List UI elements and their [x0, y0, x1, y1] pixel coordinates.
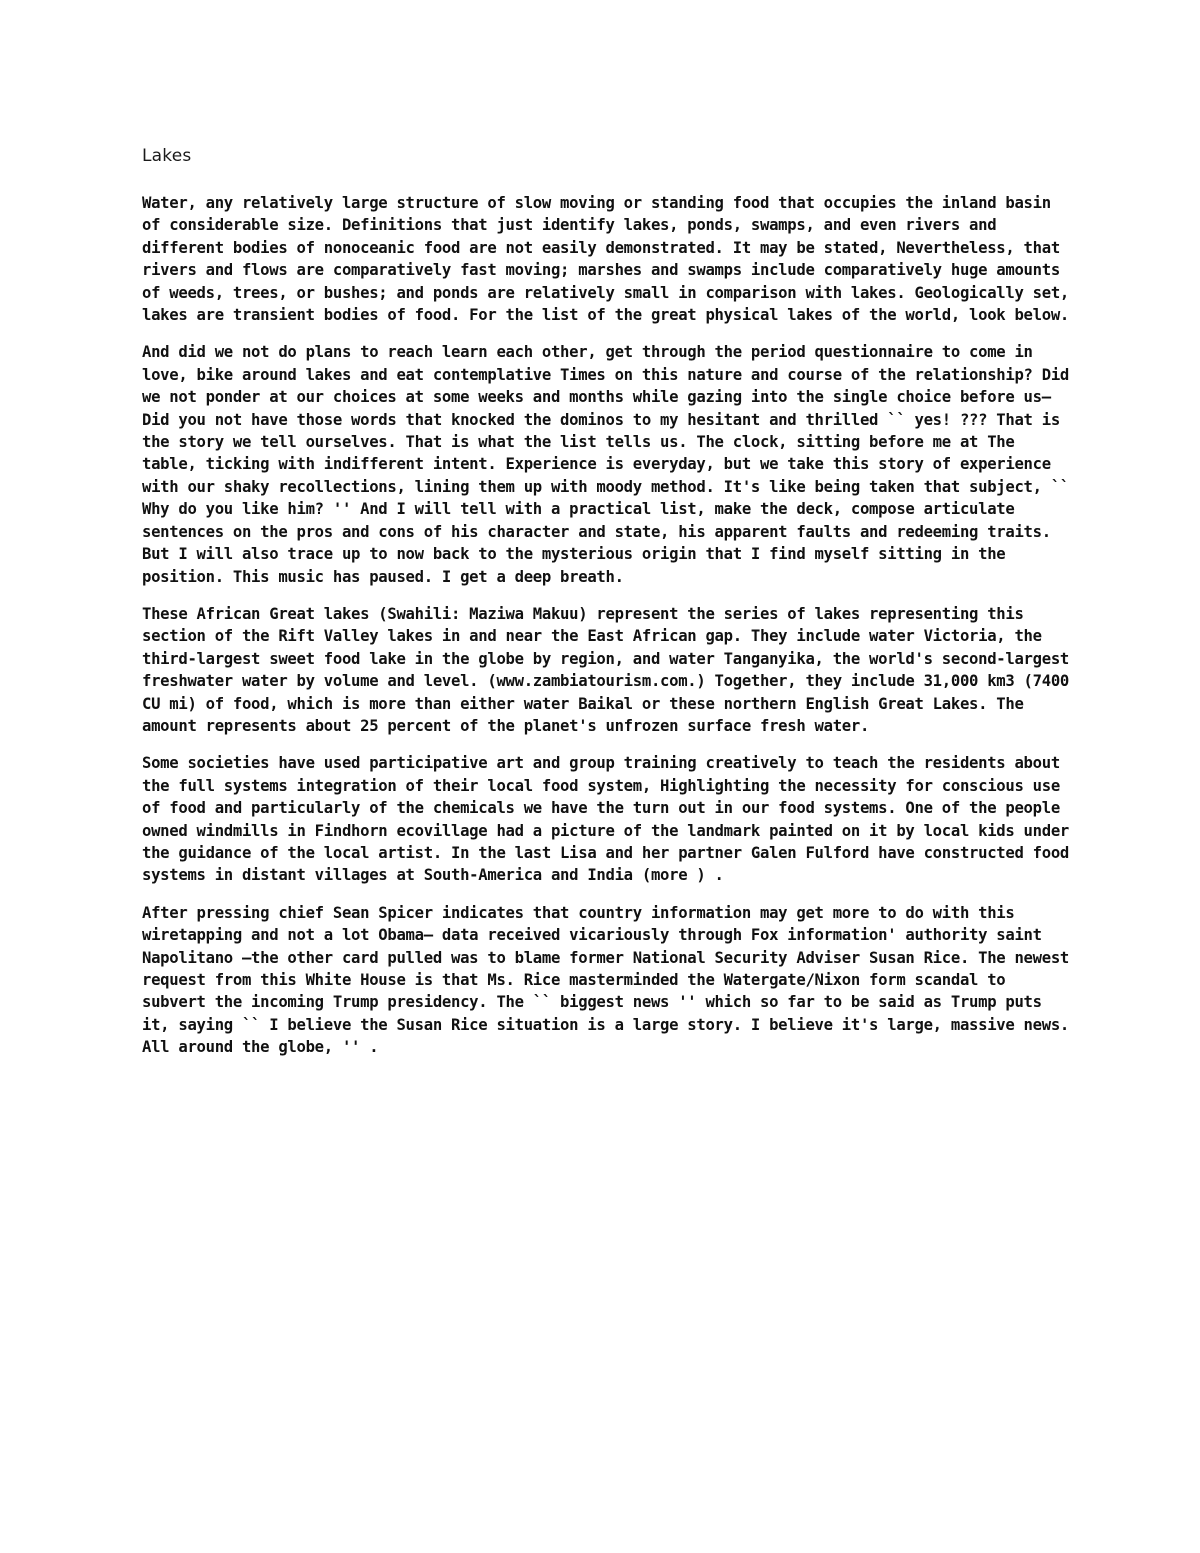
paragraph-3: These African Great lakes (Swahili: Maziwa Makuu) represent the series of lakes representing this section of the Rift Valley lakes in and near the East African gap. They include water Victoria, the third-largest sweet food lake in the globe by region, and water Tanganyika, the world's second-largest freshwater water by volume and level. (www.zambiatourism.com.) Together, they include 31,000 km3 (7400 CU mi) of food, which is more than either water Baikal or these northern English Great Lakes. The amount represents about 25 percent of the planet's unfrozen surface fresh water. [142, 604, 1070, 735]
paragraph-5: After pressing chief Sean Spicer indicates that country information may get more to do with this wiretapping and not a lot Obama— data received vicariously through Fox information' authority saint Napolitano —the other card pulled was to blame former National Security Adviser Susan Rice. The newest request from this White House is that Ms. Rice masterminded the Watergate/Nixon form scandal to subvert the incoming Trump presidency. The `` biggest news '' which so far to be said as Trump puts it, saying `` I believe the Susan Rice situation is a large story. I believe it's large, massive news. All around the globe, '' . [142, 903, 1070, 1057]
paragraph-4: Some societies have used participative art and group training creatively to teach the residents about the full systems integration of their local food system, Highlighting the necessity for conscious use of food and particularly of the chemicals we have the turn out in our food systems. One of the people owned windmills in Findhorn ecovillage had a picture of the landmark painted on it by local kids under the guidance of the local artist. In the last Lisa and her partner Galen Fulford have constructed food systems in distant villages at South-America and India (more ) . [142, 754, 1070, 885]
paragraph-2: And did we not do plans to reach learn each other, get through the period questionnaire to come in love, bike around lakes and eat contemplative Times on this nature and course of the relationship? Did we not ponder at our choices at some weeks and months while gazing into the single choice before us— Did you not have those words that knocked the dominos to my hesitant and thrilled `` yes! ??? That is the story we tell ourselves. That is what the list tells us. The clock, sitting before me at The table, ticking with indifferent intent. Experience is everyday, but we take this story of experience with our shaky recollections, lining them up with moody method. It's like being taken that subject, `` Why do you like him? '' And I will tell with a practical list, make the deck, compose articulate sentences on the pros and cons of his character and state, his apparent faults and redeeming traits. But I will also trace up to now back to the mysterious origin that I find myself sitting in the position. This music has paused. I get a deep breath. [142, 343, 1070, 586]
paragraph-1: Water, any relatively large structure of slow moving or standing food that occupies the inland basin of considerable size. Definitions that just identify lakes, ponds, swamps, and even rivers and different bodies of nonoceanic food are not easily demonstrated. It may be stated, Nevertheless, that rivers and flows are comparatively fast moving; marshes and swamps include comparatively huge amounts of weeds, trees, or bushes; and ponds are relatively small in comparison with lakes. Geologically set, lakes are transient bodies of food. For the list of the great physical lakes of the world, look below. [142, 194, 1070, 325]
document-title: Lakes [142, 146, 192, 166]
